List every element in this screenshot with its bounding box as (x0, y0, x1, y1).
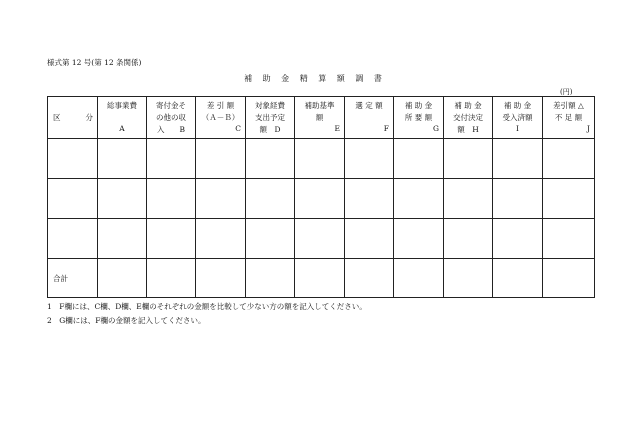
table-cell[interactable] (444, 139, 493, 179)
table-cell[interactable] (345, 179, 394, 219)
table-cell[interactable] (246, 259, 295, 298)
unit-label: (円) (560, 88, 573, 96)
form-number: 様式第 12 号(第 12 条関係) (47, 58, 142, 67)
table-cell[interactable] (48, 219, 98, 259)
table-cell[interactable] (444, 259, 493, 298)
table-cell[interactable] (493, 219, 543, 259)
table-cell[interactable] (147, 139, 196, 179)
table-cell[interactable] (444, 219, 493, 259)
table-cell[interactable] (147, 219, 196, 259)
settlement-table (47, 96, 595, 298)
table-cell[interactable] (196, 179, 246, 219)
table-cell[interactable] (543, 259, 595, 298)
header-difference: 差 引 額 （Ａ－Ｂ） C (196, 97, 246, 139)
header-kubun-left: 区 (53, 113, 61, 122)
table-cell[interactable] (295, 179, 345, 219)
header-selected-amount: 選 定 額 F (345, 97, 394, 139)
table-cell[interactable] (493, 179, 543, 219)
header-shortage: 差引額 △ 不 足 額 J (543, 97, 595, 139)
total-label-cell (48, 259, 98, 298)
table-cell[interactable] (295, 219, 345, 259)
table-row (48, 139, 595, 179)
table-cell[interactable] (345, 219, 394, 259)
table-cell[interactable] (246, 179, 295, 219)
header-row (48, 97, 595, 139)
header-required-amount: 補 助 金 所 要 額 G (394, 97, 444, 139)
table-cell[interactable] (543, 219, 595, 259)
table-cell[interactable] (98, 179, 147, 219)
table-cell[interactable] (196, 219, 246, 259)
table-cell[interactable] (246, 219, 295, 259)
table-cell[interactable] (98, 139, 147, 179)
header-eligible-expense: 対象経費 支出予定 額 D (246, 97, 295, 139)
table-cell[interactable] (394, 219, 444, 259)
table-cell[interactable] (48, 179, 98, 219)
header-donations: 寄付金そ の他の収 入 B (147, 97, 196, 139)
table-cell[interactable] (196, 139, 246, 179)
table-cell[interactable] (196, 259, 246, 298)
header-decided-amount: 補 助 金 交付決定 額 H (444, 97, 493, 139)
table-cell[interactable] (394, 259, 444, 298)
table-cell[interactable] (345, 259, 394, 298)
table-cell[interactable] (295, 139, 345, 179)
table-cell[interactable] (345, 139, 394, 179)
table-cell[interactable] (394, 179, 444, 219)
header-received-amount: 補 助 金 受入済額 I (493, 97, 543, 139)
table-row (48, 219, 595, 259)
table-cell[interactable] (493, 139, 543, 179)
note-2: 2 G欄には、F欄の金額を記入してください。 (47, 316, 206, 325)
table-cell[interactable] (147, 259, 196, 298)
table-cell[interactable] (543, 139, 595, 179)
table-row (48, 179, 595, 219)
total-row (48, 259, 595, 298)
table-cell[interactable] (98, 259, 147, 298)
note-1: 1 F欄には、C欄、D欄、E欄のそれぞれの金額を比較して少ない方の額を記入してください。 (47, 302, 367, 311)
table-cell[interactable] (147, 179, 196, 219)
table-cell[interactable] (394, 139, 444, 179)
table-cell[interactable] (543, 179, 595, 219)
total-label: 合計 (53, 274, 68, 283)
table-cell[interactable] (444, 179, 493, 219)
header-total-cost: 総事業費 A (98, 97, 147, 139)
table-cell[interactable] (48, 139, 98, 179)
table-cell[interactable] (246, 139, 295, 179)
table-cell[interactable] (493, 259, 543, 298)
table-cell[interactable] (295, 259, 345, 298)
header-standard-amount: 補助基準 額 E (295, 97, 345, 139)
document-title: 補 助 金 精 算 額 調 書 (244, 74, 386, 83)
table-cell[interactable] (98, 219, 147, 259)
header-kubun-right: 分 (85, 113, 93, 122)
header-kubun (48, 97, 98, 139)
